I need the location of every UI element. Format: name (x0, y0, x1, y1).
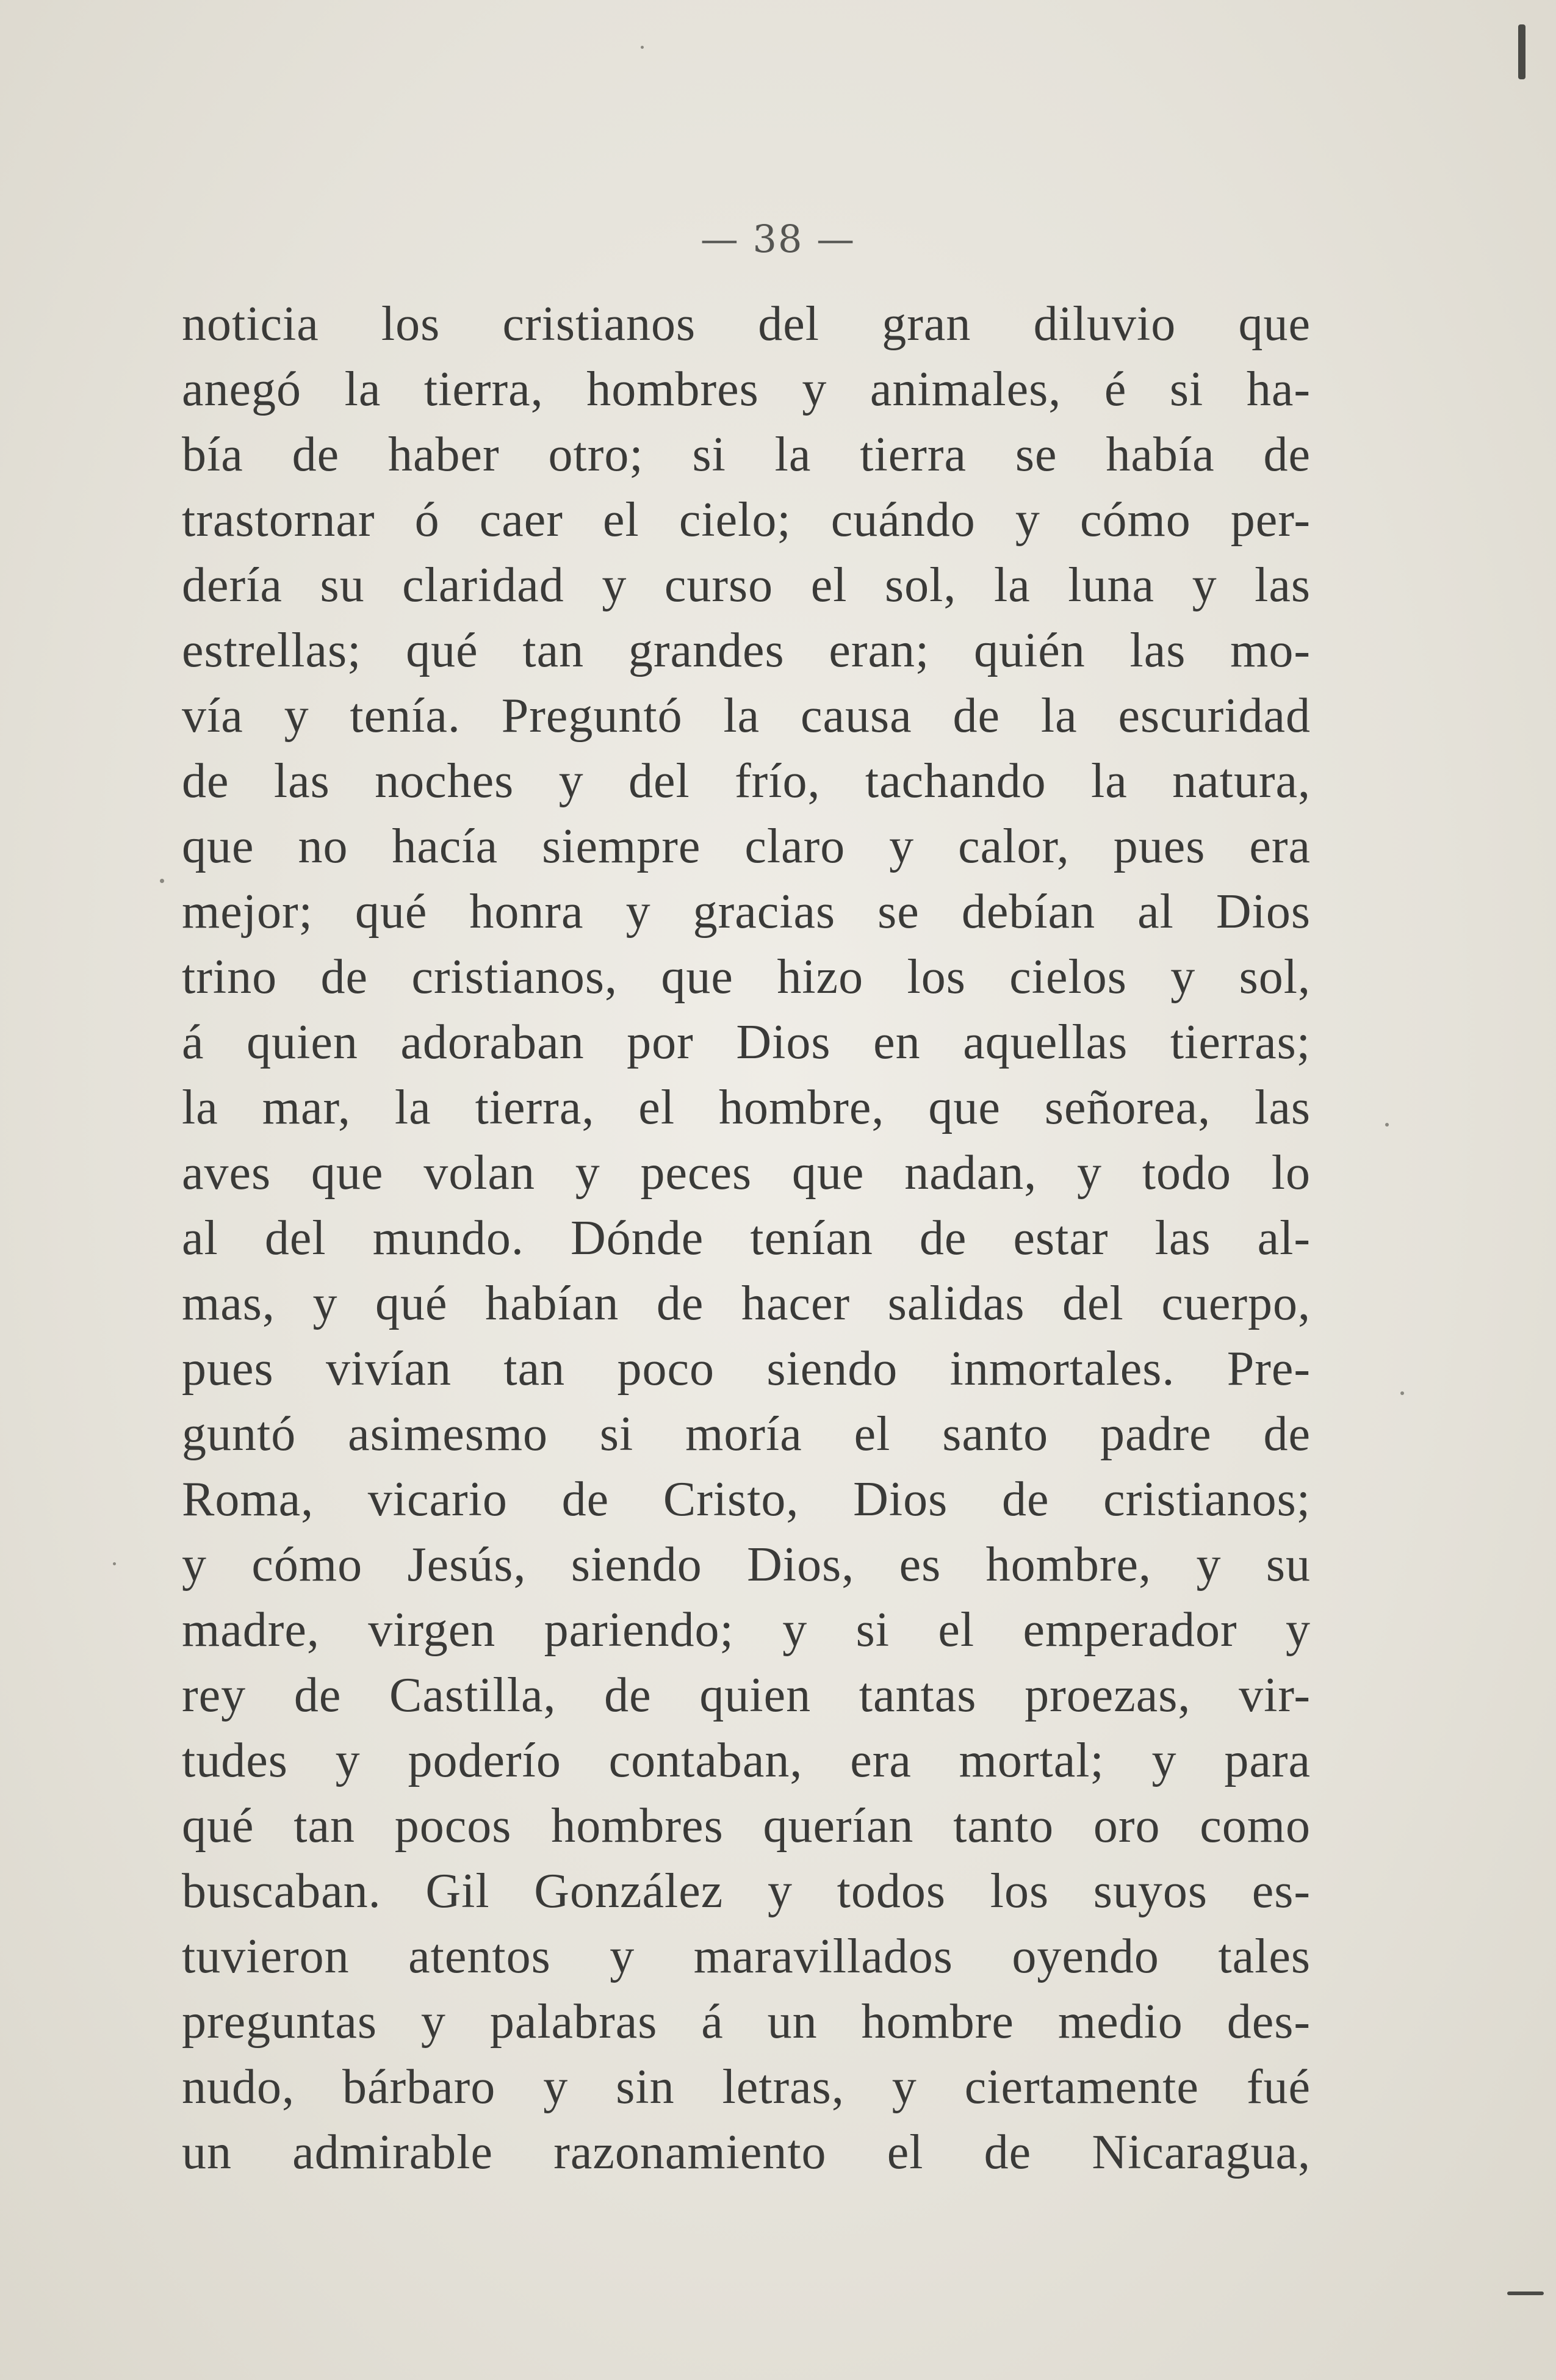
body-text (182, 292, 1311, 2185)
text-line: madre, virgen pariendo; y si el emperador y (182, 1603, 1311, 1657)
page-number: — 38 — (700, 217, 856, 261)
text-line: y cómo Jesús, siendo Dios, es hombre, y su (182, 1538, 1311, 1592)
text-line: que no hacía siempre claro y calor, pues era (182, 820, 1311, 873)
paper-speck (1518, 24, 1525, 79)
text-line: bía de haber otro; si la tierra se había de (182, 428, 1311, 481)
text-line: vía y tenía. Preguntó la causa de la escuridad (182, 689, 1311, 743)
text-line: guntó asimesmo si moría el santo padre de (182, 1407, 1311, 1461)
paper-speck (113, 1562, 116, 1565)
text-line: un admirable razonamiento el de Nicaragua, (182, 2126, 1311, 2179)
paper-speck (1507, 2292, 1544, 2295)
text-line: de las noches y del frío, tachando la natura, (182, 754, 1311, 808)
text-line: buscaban. Gil González y todos los suyos es- (182, 1864, 1311, 1918)
text-line: aves que volan y peces que nadan, y todo lo (182, 1146, 1311, 1200)
text-line: anegó la tierra, hombres y animales, é si ha- (182, 362, 1311, 416)
text-line: pues vivían tan poco siendo inmortales. Pre- (182, 1342, 1311, 1396)
text-line: nudo, bárbaro y sin letras, y ciertamente fué (182, 2060, 1311, 2114)
text-line: estrellas; qué tan grandes eran; quién las mo- (182, 624, 1311, 677)
text-line: á quien adoraban por Dios en aquellas tierras; (182, 1015, 1311, 1069)
text-line: qué tan pocos hombres querían tanto oro como (182, 1799, 1311, 1853)
text-line: trastornar ó caer el cielo; cuándo y cómo per- (182, 493, 1311, 547)
text-line: la mar, la tierra, el hombre, que señorea, las (182, 1081, 1311, 1134)
paper-speck (160, 879, 164, 883)
text-line: mas, y qué habían de hacer salidas del cuerpo, (182, 1277, 1311, 1330)
text-line: mejor; qué honra y gracias se debían al Dios (182, 885, 1311, 939)
text-line: al del mundo. Dónde tenían de estar las al- (182, 1211, 1311, 1265)
text-line: preguntas y palabras á un hombre medio des- (182, 1995, 1311, 2049)
text-line: trino de cristianos, que hizo los cielos y sol, (182, 950, 1311, 1004)
paper-speck (1385, 1123, 1389, 1127)
text-line: dería su claridad y curso el sol, la luna y las (182, 558, 1311, 612)
paper-speck (641, 46, 644, 49)
text-line: noticia los cristianos del gran diluvio que (182, 297, 1311, 351)
text-line: rey de Castilla, de quien tantas proezas, vir- (182, 1668, 1311, 1722)
text-line: Roma, vicario de Cristo, Dios de cristianos; (182, 1473, 1311, 1526)
paper-speck (1400, 1391, 1404, 1395)
text-line: tuvieron atentos y maravillados oyendo tales (182, 1930, 1311, 1983)
text-line: tudes y poderío contaban, era mortal; y para (182, 1734, 1311, 1787)
